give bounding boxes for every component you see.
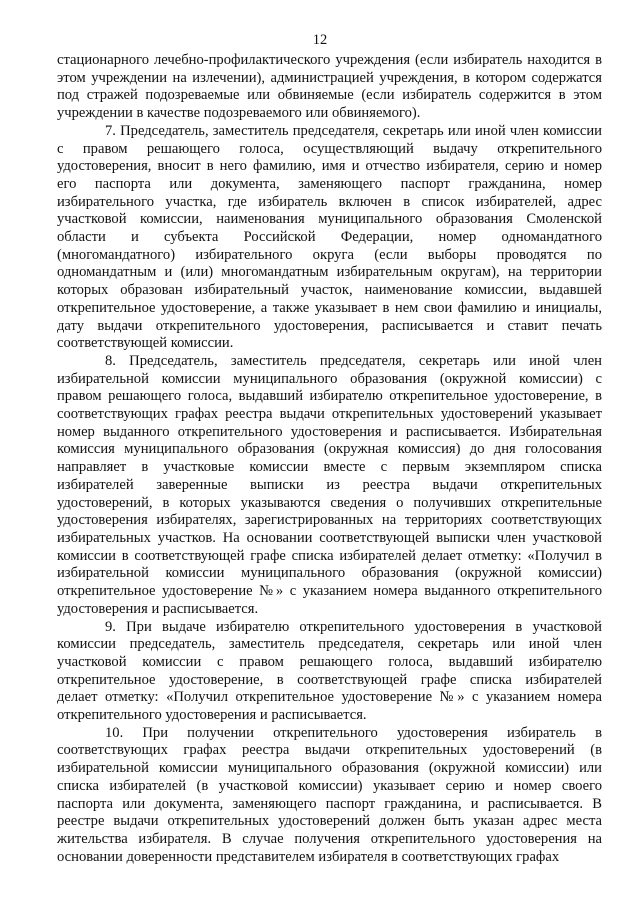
text-line: соответствующих графах реестра выдачи открепительных удостоверений (в — [57, 742, 602, 759]
text-line: его паспорта или документа, заменяющего паспорт гражданина, номер — [57, 175, 602, 192]
text-line: которых образован избирательный участок, наименование комиссии, выдавшей — [57, 282, 602, 299]
text-line: номер выданного открепительного удостоверения и расписывается. Избирательная — [57, 423, 602, 440]
paragraph-p-7 — [57, 123, 602, 353]
text-line: удостоверения и расписывается. — [57, 600, 259, 617]
text-line: 8. Председатель, заместитель председателя, секретарь или иной член — [105, 352, 602, 369]
paragraph-p-9 — [57, 619, 602, 725]
text-line: одномандатным и (или) многомандатным избирательным округам), на территории — [57, 264, 602, 281]
text-line: основании доверенности представителем избирателя в соответствующих графах — [57, 848, 560, 865]
text-line: избирательной комиссии муниципального образования (окружной комиссии) — [57, 565, 602, 582]
text-line: соответствующих графах реестра выдачи открепительных удостоверений указывает — [57, 406, 602, 423]
document-body — [57, 52, 602, 866]
text-line: соответствующей комиссии. — [57, 335, 234, 352]
text-line: избирательных участков. На основании соответствующей выписки член участковой — [57, 529, 602, 546]
text-line: дату выдачи открепительного удостоверения, расписывается и ставит печать — [57, 317, 602, 334]
text-line: жительства избирателя. В случае получения открепительного удостоверения на — [57, 830, 602, 847]
page-number: 12 — [312, 32, 328, 48]
text-line: делает отметку: «Получил открепительное удостоверение №» с указанием номера — [57, 689, 602, 706]
text-line: этом учреждении на излечении), администрацией учреждения, в котором содержатся — [57, 69, 602, 86]
text-line: паспорта или документа, заменяющего паспорт гражданина, и расписывается. В — [57, 795, 602, 812]
text-line: удостоверения, вносит в него фамилию, имя и отчество избирателя, серию и номер — [57, 158, 602, 175]
text-line: комиссия муниципального образования (окружная комиссия) до дня голосования — [57, 441, 602, 458]
text-line: реестре выдачи открепительных удостоверений должен быть указан адрес места — [57, 813, 602, 830]
text-line: стационарного лечебно-профилактического учреждения (если избиратель находится в — [57, 52, 602, 68]
text-line: комиссии в соответствующей графе списка избирателей делает отметку: «Получил в — [57, 547, 602, 564]
text-line: открепительное удостоверение №» с указанием номера выданного открепительного — [57, 583, 602, 600]
text-line: (многомандатного) избирательного округа (если выборы проводятся по — [57, 246, 602, 263]
text-line: удостоверений, в которых указываются сведения о получивших открепительные — [57, 494, 602, 511]
text-line: избирательного участка, где избиратель включен в список избирателей, адрес — [57, 193, 602, 210]
text-line: под стражей подозреваемые или обвиняемые (если избиратель содержится в этом — [57, 87, 602, 104]
text-line: удостоверения избирателях, зарегистрированных на территориях соответствующих — [57, 512, 602, 529]
text-line: избирательной комиссии муниципального образования (окружной комиссии) или — [57, 760, 602, 777]
text-line: участковой комиссии с правом решающего голоса, выдавший избирателю — [57, 653, 602, 670]
text-line: комиссии председатель, заместитель председателя, секретарь или иной член — [57, 636, 602, 653]
paragraph-p-continuation — [57, 52, 602, 123]
text-line: 10. При получении открепительного удостоверения избиратель в — [105, 724, 602, 741]
text-line: 7. Председатель, заместитель председателя, секретарь или иной член комиссии — [105, 122, 602, 139]
text-line: открепительное удостоверение, в соответствующей графе списка избирателей — [57, 671, 602, 688]
text-line: направляет в участковые комиссии вместе с первым экземпляром списка — [57, 459, 602, 476]
text-line: с правом решающего голоса, осуществляющий выдачу открепительного — [57, 140, 602, 157]
text-line: правом решающего голоса, выдавший избирателю открепительное удостоверение, в — [57, 388, 602, 405]
text-line: области и субъекта Российской Федерации, номер одномандатного — [57, 229, 602, 246]
text-line: списка избирателей (в участковой комиссии) указывает серию и номер своего — [57, 777, 602, 794]
text-line: открепительного удостоверения и расписывается. — [57, 707, 367, 724]
text-line: избирателей заверенные выписки из реестра выдачи открепительных — [57, 476, 602, 493]
text-line: избирательной комиссии муниципального образования (окружной комиссии) с — [57, 370, 602, 387]
paragraph-p-10 — [57, 725, 602, 867]
text-line: 9. При выдаче избирателю открепительного удостоверения в участковой — [105, 618, 602, 635]
text-line: участковой комиссии, наименования муниципального образования Смоленской — [57, 211, 602, 228]
text-line: учреждении в качестве подозреваемого или обвиняемого). — [57, 105, 421, 122]
text-line: открепительное удостоверение, а также указывает в нем свои фамилию и инициалы, — [57, 299, 602, 316]
paragraph-p-8 — [57, 353, 602, 619]
